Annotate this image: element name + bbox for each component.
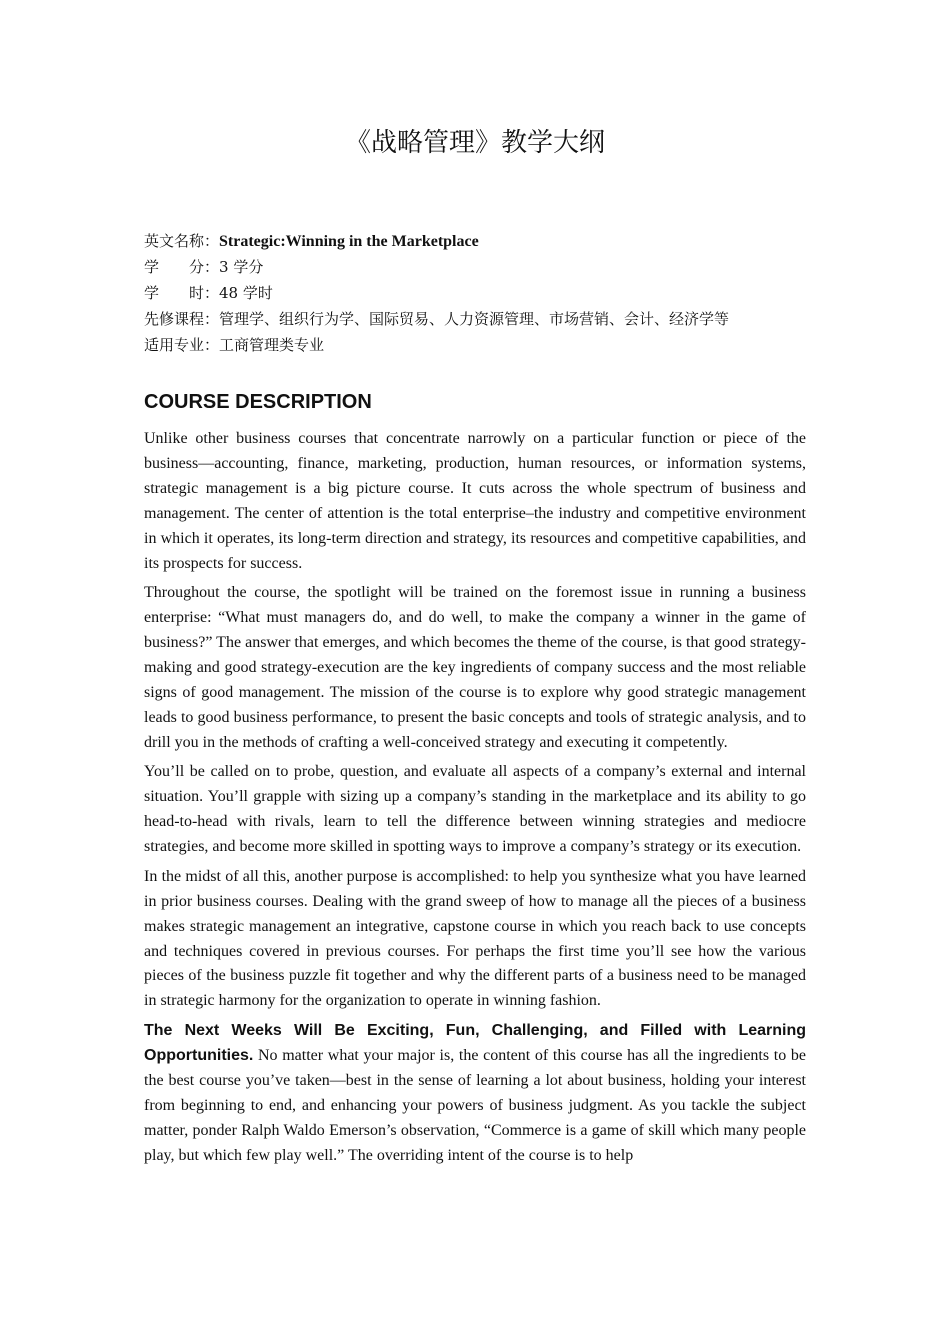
paragraph: In the midst of all this, another purpose is accomplished: to help you synthesize what you have learned in prior business courses. Dealing with the grand sweep of how to manage all the pieces of a business makes strategic management an integrative, capstone course in which you reach back to use concepts and techniques covered in previous courses. For perhaps the first time you’ll see how the various pieces of the business puzzle fit together and why the different parts of a business need to be managed in strategic harmony for the organization to operate in winning fashion. xyxy=(144,867,806,1010)
credits-label: 学 分： xyxy=(144,258,220,276)
paragraph-next-weeks xyxy=(144,1019,806,1168)
english-name-row xyxy=(144,228,844,254)
hours-label: 学 时： xyxy=(144,284,220,302)
document-title: 《战略管理》教学大纲 xyxy=(344,128,605,158)
prerequisites-row xyxy=(144,306,844,332)
english-name-label: 英文名称： xyxy=(144,232,220,250)
paragraph-text: No matter what your major is, the content of this course has all the ingredients to be the best course you’ve taken—best in the sense of learning a lot about business, holding your interest from beginning to end, and enhancing your powers of business judgment. As you tackle the subject matter, ponder Ralph Waldo Emerson’s observation, “Commerce is a game of skill which many people play, but which few play well.” The overriding intent of the course is to help xyxy=(144,1046,806,1164)
english-name-value: Strategic:Winning in the Marketplace xyxy=(219,233,479,250)
paragraph: Throughout the course, the spotlight will be trained on the foremost issue in running a business enterprise: “What must managers do, and do well, to make the company a winner in the game of business?” The answer that emerges, and which becomes the theme of the course, is that good strategy-making and good strategy-execution are the key ingredients of company success and the most reliable signs of good management. The mission of the course is to explore why good strategic management leads to good business performance, to present the basic concepts and tools of strategic analysis, and to drill you in the methods of crafting a well-conceived strategy and executing it competently. xyxy=(144,584,806,751)
applicable-majors-value: 工商管理类专业 xyxy=(219,336,325,354)
hours-value: 48 学时 xyxy=(219,284,273,302)
paragraph: You’ll be called on to probe, question, and evaluate all aspects of a company’s external and internal situation. You’ll grapple with sizing up a company’s standing in the marketplace and its ability to go head-to-head with rivals, learn to tell the difference between winning strategies and mediocre strategies, and become more skilled in spotting ways to improve a company’s strategy or its execution. xyxy=(144,763,806,856)
course-description xyxy=(144,427,806,1173)
prerequisites-value: 管理学、组织行为学、国际贸易、人力资源管理、市场营销、会计、经济学等 xyxy=(219,310,730,328)
prerequisites-label: 先修课程： xyxy=(144,310,220,328)
paragraph: Unlike other business courses that concentrate narrowly on a particular function or piece of the business—accounting, finance, marketing, production, human resources, or information systems, strategic management is a big picture course. It cuts across the whole spectrum of business and management. The center of attention is the total enterprise–the industry and competitive environment in which it operates, its long-term direction and strategy, its resources and competitive capabilities, and its prospects for success. xyxy=(144,430,806,572)
applicable-majors-row xyxy=(144,332,844,358)
paragraph-lead: The Next Weeks Will Be Exciting, Fun, Challenging, and Filled with Learning Opportunities. xyxy=(144,1022,806,1064)
course-info xyxy=(144,228,844,358)
credits-row xyxy=(144,254,844,280)
section-heading: COURSE DESCRIPTION xyxy=(144,391,372,413)
applicable-majors-label: 适用专业： xyxy=(144,336,220,354)
hours-row xyxy=(144,280,844,306)
credits-value: 3 学分 xyxy=(219,258,264,276)
